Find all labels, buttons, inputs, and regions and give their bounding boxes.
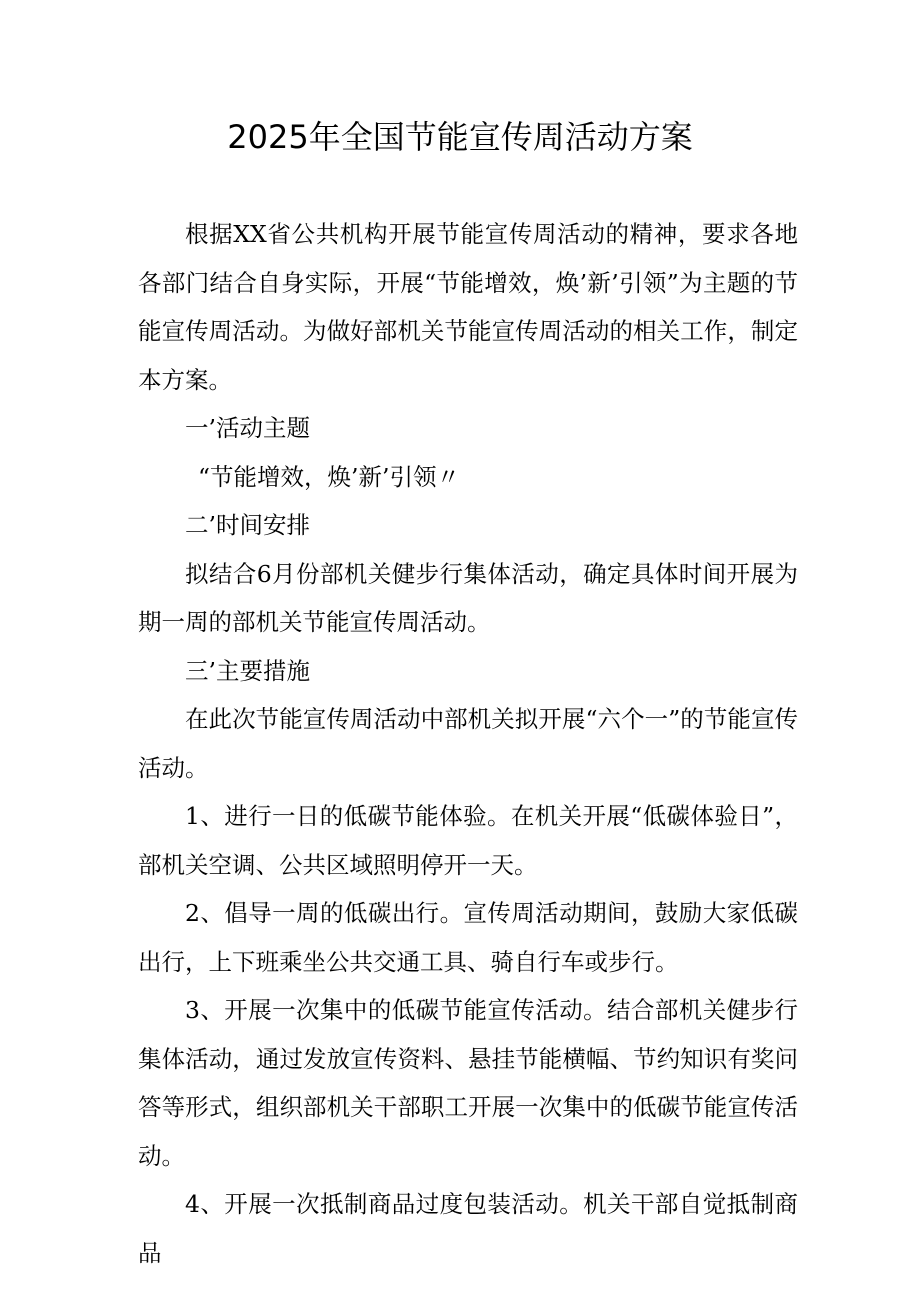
paragraph-intro: 根据XX省公共机构开展节能宣传周活动的精神，要求各地各部门结合自身实际，开展“节能增效，焕’新’引领”为主题的节能宣传周活动。为做好部机关节能宣传周活动的相关工作，制定本方案。 <box>138 220 798 394</box>
measure-item-1: 1、进行一日的低碳节能体验。在机关开展“低碳体验日”，部机关空调、公共区域照明停开一天。 <box>138 802 798 879</box>
paragraph-schedule: 拟结合6月份部机关健步行集体活动，确定具体时间开展为期一周的部机关节能宣传周活动。 <box>138 559 798 636</box>
document-title: 2025年全国节能宣传周活动方案 <box>227 118 693 156</box>
theme-slogan: “节能增效，焕’新’引领〃 <box>198 462 460 491</box>
paragraph-measures-intro: 在此次节能宣传周活动中部机关拟开展“六个一”的节能宣传活动。 <box>138 705 798 782</box>
section-heading-theme: 一’活动主题 <box>185 414 310 442</box>
measure-item-3: 3、开展一次集中的低碳节能宣传活动。结合部机关健步行集体活动，通过发放宣传资料、悬挂节能横幅、节约知识有奖问答等形式，组织部机关干部职工开展一次集中的低碳节能宣传活动。 <box>138 996 798 1170</box>
section-heading-schedule: 二’时间安排 <box>185 511 310 539</box>
measure-item-2: 2、倡导一周的低碳出行。宣传周活动期间，鼓励大家低碳出行，上下班乘坐公共交通工具、骑自行车或步行。 <box>138 899 798 976</box>
document-body <box>138 210 798 1277</box>
measure-item-4: 4、开展一次抵制商品过度包装活动。机关干部自觉抵制商品 <box>138 1190 798 1267</box>
section-heading-measures: 三’主要措施 <box>185 656 310 685</box>
